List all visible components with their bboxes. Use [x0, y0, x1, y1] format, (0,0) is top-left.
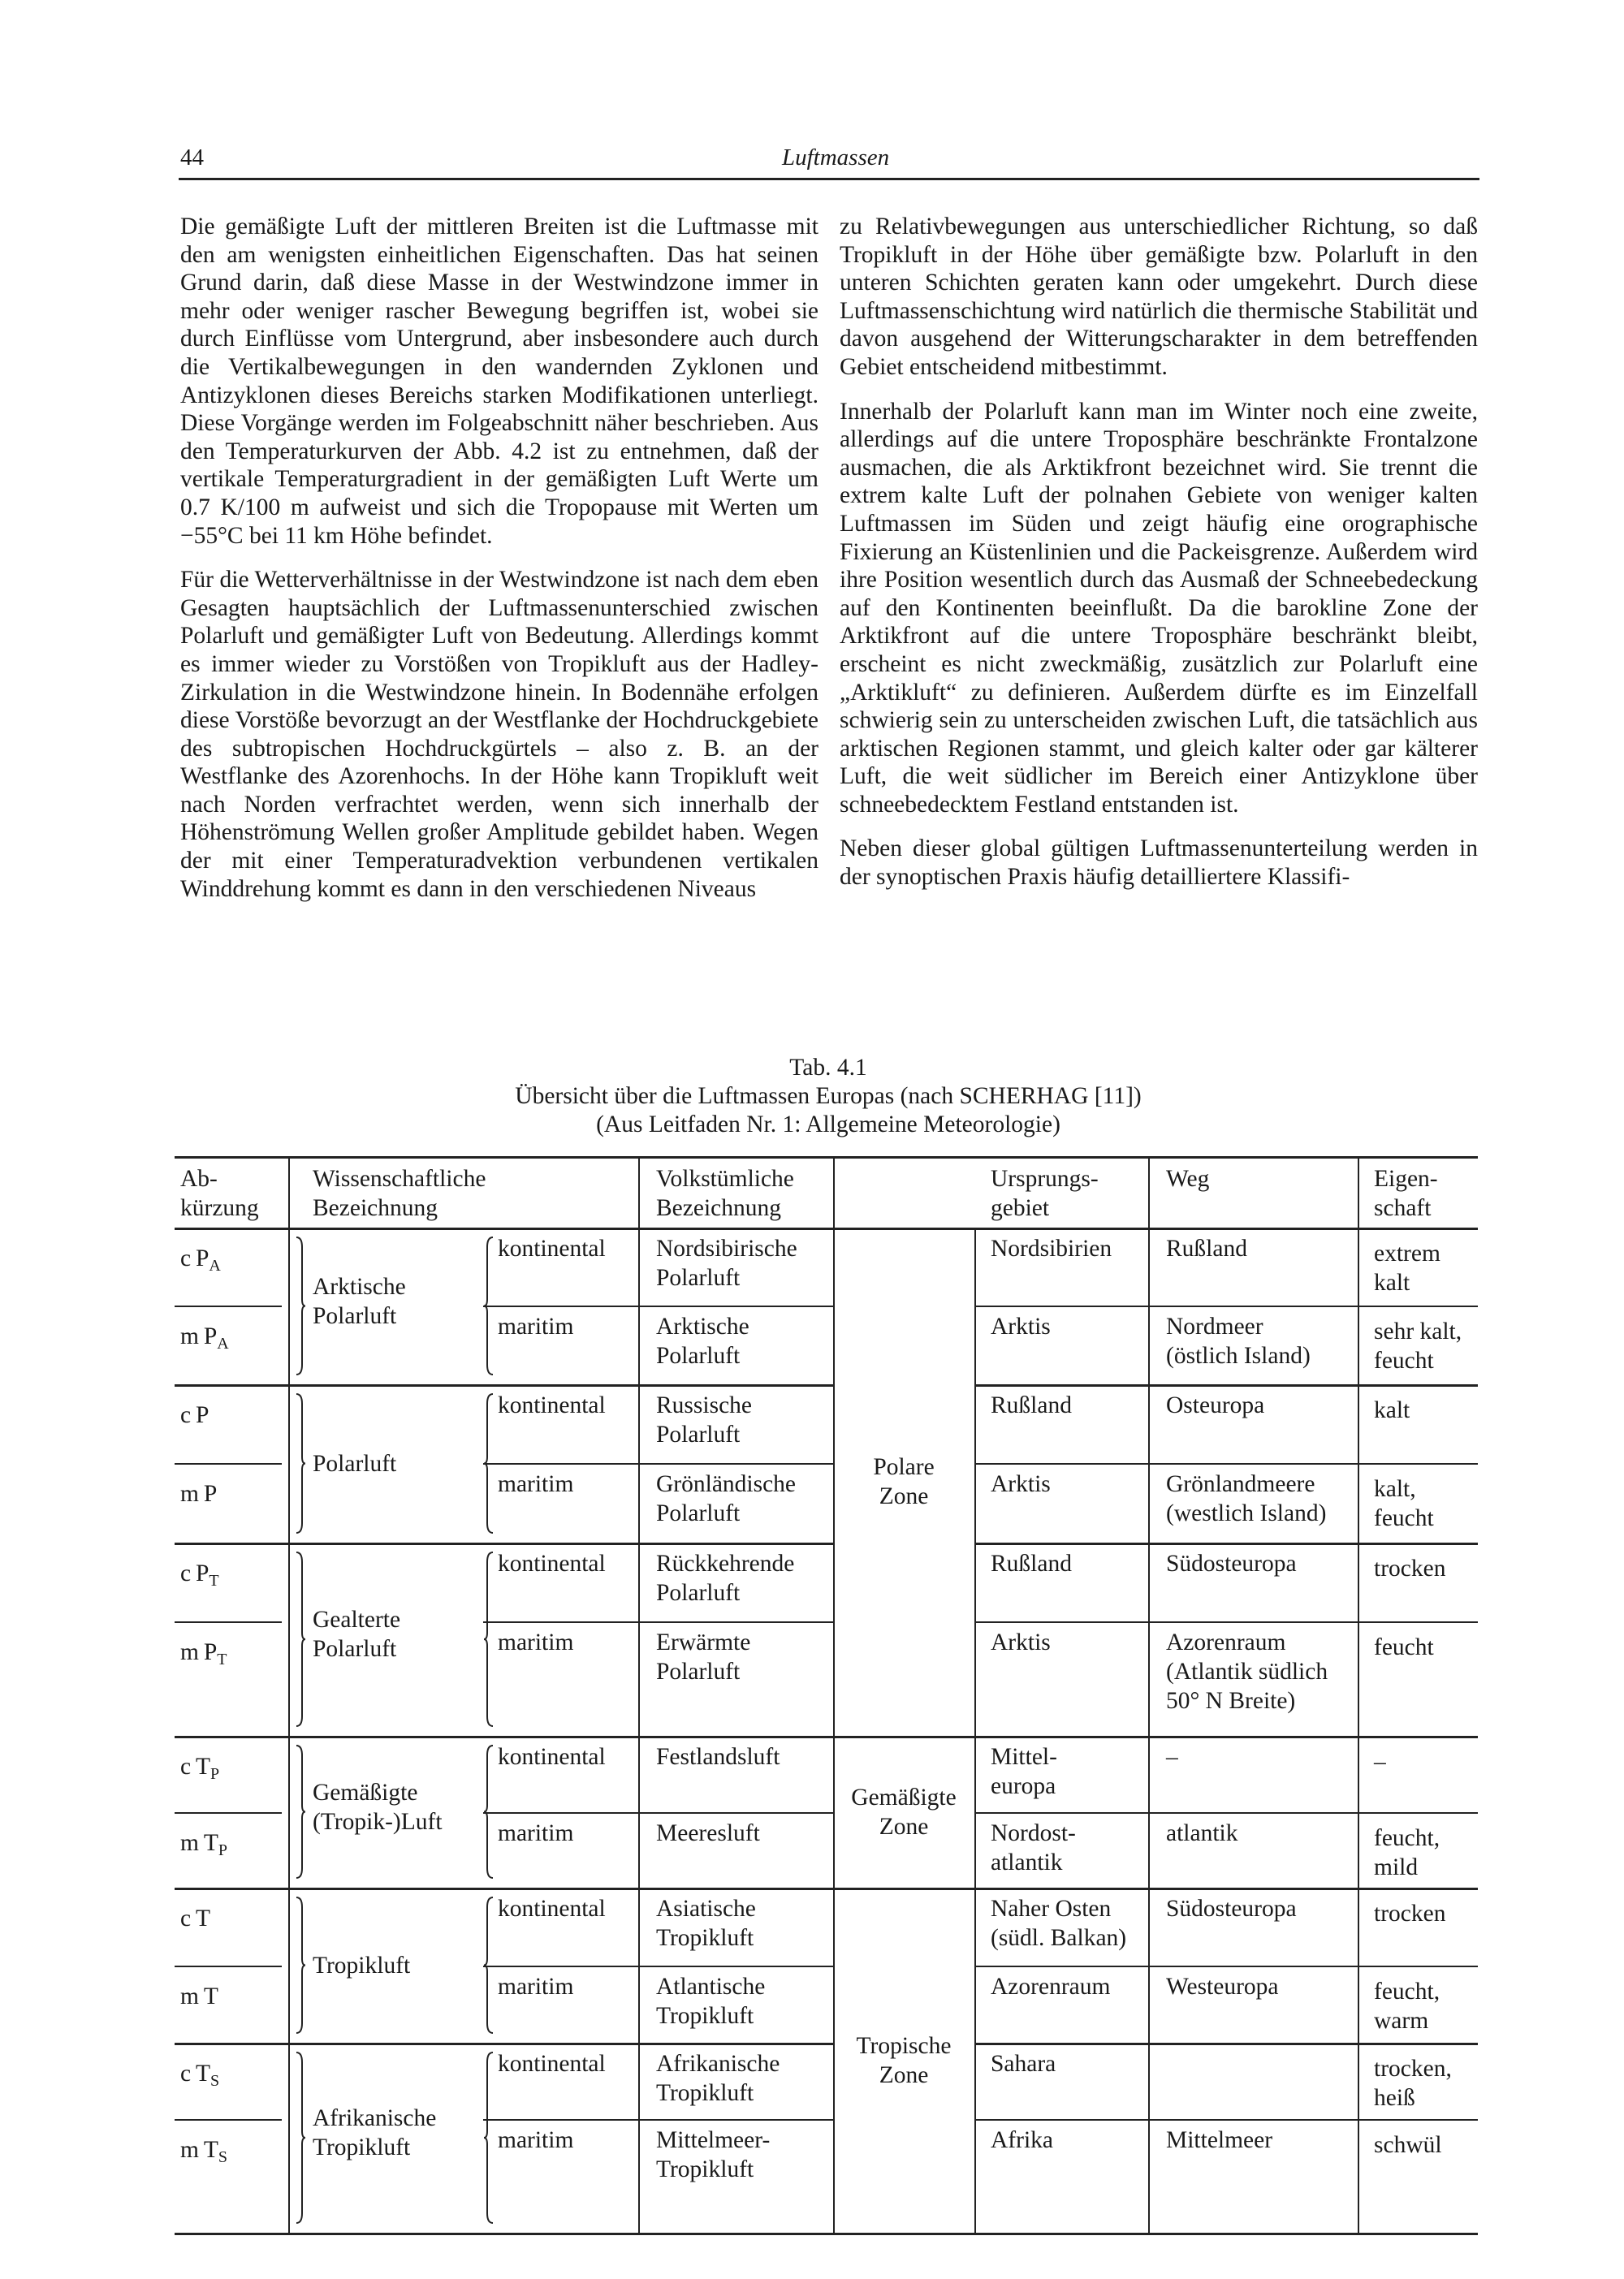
air-mass-type: kontinental — [498, 1392, 606, 1418]
group-rule — [974, 1543, 1478, 1545]
property: feucht, mild — [1374, 1825, 1440, 1880]
abbreviation: c $T_S$ — [180, 2061, 220, 2090]
abbreviation: m $T_S$ — [180, 2137, 227, 2166]
popular-name: Atlantische Tropikluft — [656, 1974, 766, 2029]
group-rule — [175, 1384, 833, 1387]
abbreviation: m $P_T$ — [180, 1639, 227, 1668]
table-bottom-rule — [175, 2233, 1478, 2235]
air-mass-type: kontinental — [498, 1236, 606, 1262]
abbreviation: m T — [180, 1983, 218, 2009]
group-rule — [175, 1888, 833, 1890]
abbreviation: c $P_T$ — [180, 1560, 219, 1590]
group-rule — [175, 1543, 833, 1545]
origin-region: Nordsibirien — [991, 1236, 1112, 1262]
group-rule — [175, 1736, 833, 1738]
air-mass-type: kontinental — [498, 1551, 606, 1577]
left-brace-icon — [482, 2051, 495, 2225]
scientific-name: Tropikluft — [313, 1952, 411, 1979]
column-rule — [1148, 1156, 1150, 2233]
column-rule — [638, 1156, 640, 2233]
popular-name: Arktische Polarluft — [656, 1314, 749, 1369]
row-rule — [483, 1812, 833, 1814]
popular-name: Rückkehrende Polarluft — [656, 1551, 795, 1606]
header-scientific: Wissenschaftliche Bezeichnung — [313, 1166, 486, 1221]
table-label: Tab. 4.1 — [789, 1055, 867, 1081]
left-brace-icon — [482, 1236, 495, 1376]
row-rule — [974, 1621, 1478, 1623]
origin-region: Afrika — [991, 2127, 1053, 2153]
climate-zone: Polare Zone — [873, 1454, 935, 1509]
row-rule — [175, 2119, 282, 2121]
header-property: Eigen- schaft — [1374, 1166, 1438, 1221]
scientific-name: Afrikanische Tropikluft — [313, 2105, 437, 2160]
property: extrem kalt — [1374, 1241, 1440, 1296]
popular-name: Russische Polarluft — [656, 1392, 752, 1448]
row-rule — [483, 2119, 833, 2121]
right-column — [840, 213, 1478, 908]
popular-name: Erwärmte Polarluft — [656, 1629, 751, 1685]
air-mass-type: maritim — [498, 2127, 574, 2153]
origin-region: Nordost- atlantik — [991, 1820, 1076, 1875]
running-title: Luftmassen — [782, 145, 890, 170]
table-source: (Aus Leitfaden Nr. 1: Allgemeine Meteorologie) — [596, 1111, 1060, 1137]
header-origin: Ursprungs- gebiet — [991, 1166, 1099, 1221]
popular-name: Grönländische Polarluft — [656, 1471, 797, 1526]
header-rule — [179, 178, 1479, 180]
row-rule — [175, 1812, 282, 1814]
header-bottom-rule — [175, 1228, 1478, 1230]
right-brace-icon — [294, 2051, 307, 2225]
property: trocken — [1374, 1556, 1446, 1582]
property: feucht — [1374, 1634, 1434, 1660]
group-rule — [974, 1384, 1478, 1387]
abbreviation: c $T_P$ — [180, 1754, 220, 1783]
origin-region: Mittel- europa — [991, 1744, 1057, 1799]
property: feucht, warm — [1374, 1979, 1440, 2034]
origin-region: Naher Osten (südl. Balkan) — [991, 1896, 1127, 1951]
header-popular: Volkstümliche Bezeichnung — [656, 1166, 794, 1221]
path: Rußland — [1166, 1236, 1247, 1262]
property: trocken — [1374, 1901, 1446, 1927]
right-brace-icon — [294, 1392, 307, 1534]
air-mass-type: maritim — [498, 1629, 574, 1655]
column-rule — [288, 1156, 290, 2233]
row-rule — [175, 1621, 282, 1623]
row-rule — [974, 1966, 1478, 1967]
popular-name: Nordsibirische Polarluft — [656, 1236, 797, 1291]
path: Nordmeer (östlich Island) — [1166, 1314, 1311, 1369]
abbreviation: c $P_A$ — [180, 1245, 221, 1275]
left-brace-icon — [482, 1744, 495, 1880]
paragraph: Innerhalb der Polarluft kann man im Winter noch eine zweite, allerdings auf die untere Troposphäre beschränkte Frontalzone ausmachen, die als Arktikfront bezeichnet wird. Sie trennt die extrem kalte Luft der polnahen Gebiete von weniger kalten Luftmassen im Süden und zeigt häufig eine orographische Fixierung an Küstenlinien und die Packeisgrenze. Außerdem wird ihre Position wesentlich durch das Ausmaß der Schneebedeckung auf den Kontinenten beeinflußt. Da die barokline Zone der Arktikfront auf die untere Troposphäre beschränkt bleibt, erscheint es nicht zweckmäßig, zusätzlich zur Polarluft eine „Arktikluft“ zu definieren. Außerdem dürfte es im Einzelfall schwierig sein zu unterscheiden zwischen Luft, die tatsächlich aus arktischen Regionen stammt, und gleich kalter oder gar kälterer Luft, die weit südlicher im Bereich einer Antizyklone über schneebedecktem Festland entstanden ist. — [840, 398, 1478, 818]
right-brace-icon — [294, 1744, 307, 1880]
scientific-name: Gemäßigte (Tropik-)Luft — [313, 1779, 443, 1835]
left-brace-icon — [482, 1551, 495, 1728]
climate-zone: Tropische Zone — [856, 2032, 952, 2088]
group-rule — [974, 1888, 1478, 1890]
right-brace-icon — [294, 1236, 307, 1376]
abbreviation: m $P_A$ — [180, 1323, 229, 1353]
page-number: 44 — [180, 145, 204, 170]
scientific-name: Gealterte Polarluft — [313, 1607, 401, 1662]
table-title: Übersicht über die Luftmassen Europas (nach SCHERHAG [11]) — [515, 1083, 1142, 1109]
abbreviation: c T — [180, 1906, 211, 1932]
property: schwül — [1374, 2132, 1442, 2158]
property: trocken, heiß — [1374, 2056, 1452, 2111]
left-brace-icon — [482, 1392, 495, 1534]
row-rule — [483, 1306, 833, 1307]
row-rule — [974, 1812, 1478, 1814]
path: Südosteuropa — [1166, 1551, 1297, 1577]
zone-rule — [833, 1888, 974, 1890]
row-rule — [175, 1306, 282, 1307]
origin-region: Rußland — [991, 1392, 1072, 1418]
paragraph: Die gemäßigte Luft der mittleren Breiten ist die Luftmasse mit den am wenigsten einheitlichen Eigenschaften. Das hat seinen Grund darin, daß diese Masse in der Westwindzone immer in mehr oder weniger rascher Bewegung begriffen ist, wobei sie durch Einflüsse vom Untergrund, aber insbesondere auch durch die Vertikalbewegungen in den wandernden Zyklonen und Antizyklonen dieses Bereichs starken Modifikationen unterliegt. Diese Vorgänge werden im Folgeabschnitt näher beschrieben. Aus den Temperaturkurven der Abb. 4.2 ist zu entnehmen, daß der vertikale Temperaturgradient in der gemäßigten Luft Werte um 0.7 K/100 m aufweist und sich die Tropopause mit Werten um −55°C bei 11 km Höhe befindet. — [180, 214, 818, 549]
air-mass-type: kontinental — [498, 2051, 606, 2077]
right-brace-icon — [294, 1551, 307, 1728]
paragraph: zu Relativbewegungen aus unterschiedlicher Richtung, so daß Tropikluft in der Höhe über gemäßigte bzw. Polarluft in den unteren Schichten geraten kann oder umgekehrt. Durch diese Luftmassenschichtung wird natürlich die thermische Stabilität und davon ausgehend der Witterungscharakter in dem betreffenden Gebiet entscheidend mitbestimmt. — [840, 214, 1478, 380]
paragraph: Neben dieser global gültigen Luftmassenunterteilung werden in der synoptischen Praxis häufig detailliertere Klassifi- — [840, 835, 1478, 891]
path: Azorenraum (Atlantik südlich 50° N Breite) — [1166, 1629, 1328, 1714]
popular-name: Asiatische Tropikluft — [656, 1896, 756, 1951]
origin-region: Sahara — [991, 2051, 1056, 2077]
group-rule — [974, 1736, 1478, 1738]
right-brace-icon — [294, 1896, 307, 2035]
left-brace-icon — [482, 1896, 495, 2035]
path: Mittelmeer — [1166, 2127, 1273, 2153]
left-column — [180, 213, 818, 919]
row-rule — [483, 1966, 833, 1967]
row-rule — [974, 2119, 1478, 2121]
climate-zone: Gemäßigte Zone — [851, 1784, 957, 1840]
group-rule — [974, 2043, 1478, 2045]
popular-name: Festlandsluft — [656, 1744, 780, 1770]
air-mass-type: maritim — [498, 1314, 574, 1340]
path: atlantik — [1166, 1820, 1238, 1846]
property: sehr kalt, feucht — [1374, 1319, 1462, 1374]
header-path: Weg — [1166, 1166, 1210, 1192]
origin-region: Azorenraum — [991, 1974, 1111, 2000]
abbreviation: m P — [180, 1481, 218, 1507]
air-mass-type: maritim — [498, 1820, 574, 1846]
zone-rule — [833, 1736, 974, 1738]
air-mass-type: kontinental — [498, 1744, 606, 1770]
property: – — [1374, 1749, 1386, 1775]
scientific-name: Polarluft — [313, 1450, 397, 1477]
popular-name: Afrikanische Tropikluft — [656, 2051, 780, 2106]
path: – — [1166, 1744, 1178, 1770]
popular-name: Meeresluft — [656, 1820, 760, 1846]
path: Südosteuropa — [1166, 1896, 1297, 1922]
row-rule — [483, 1621, 833, 1623]
path: Grönlandmeere (westlich Island) — [1166, 1471, 1327, 1526]
path: Osteuropa — [1166, 1392, 1265, 1418]
origin-region: Arktis — [991, 1629, 1051, 1655]
scientific-name: Arktische Polarluft — [313, 1273, 406, 1329]
column-rule — [1358, 1156, 1359, 2233]
group-rule — [175, 2043, 833, 2045]
abbreviation: c P — [180, 1402, 209, 1428]
table-top-rule — [175, 1156, 1478, 1159]
abbreviation: m $T_P$ — [180, 1830, 227, 1859]
paragraph: Für die Wetterverhältnisse in der Westwindzone ist nach dem eben Gesagten hauptsächlich der Luftmassenunterschied zwischen Polarluft und gemäßigter Luft von Bedeutung. Allerdings kommt es immer wieder zu Vorstößen von Tropikluft aus der Hadley-Zirkulation in die Westwindzone hinein. In Bodennähe erfolgen diese Vorstöße bevorzugt an der Westflanke der Hochdruckgebiete des subtropischen Hochdruckgürtels – also z. B. an der Westflanke des Azorenhochs. In der Höhe kann Tropikluft weit nach Norden verfrachtet werden, wenn sich innerhalb der Höhenströmung Wellen großer Amplitude gebildet haben. Wegen der mit einer Temperaturadvektion verbundenen vertikalen Winddrehung kommt es dann in den verschiedenen Niveaus — [180, 567, 818, 902]
air-mass-type: maritim — [498, 1471, 574, 1497]
origin-region: Rußland — [991, 1551, 1072, 1577]
column-rule — [974, 1228, 976, 2233]
row-rule — [974, 1306, 1478, 1307]
row-rule — [175, 1463, 282, 1465]
path: Westeuropa — [1166, 1974, 1279, 2000]
air-mass-type: kontinental — [498, 1896, 606, 1922]
origin-region: Arktis — [991, 1471, 1051, 1497]
property: kalt — [1374, 1397, 1410, 1423]
header-abbr: Ab- kürzung — [180, 1166, 259, 1221]
row-rule — [175, 1966, 282, 1967]
origin-region: Arktis — [991, 1314, 1051, 1340]
property: kalt, feucht — [1374, 1476, 1434, 1531]
row-rule — [483, 1463, 833, 1465]
row-rule — [974, 1463, 1478, 1465]
popular-name: Mittelmeer- Tropikluft — [656, 2127, 771, 2182]
air-mass-type: maritim — [498, 1974, 574, 2000]
